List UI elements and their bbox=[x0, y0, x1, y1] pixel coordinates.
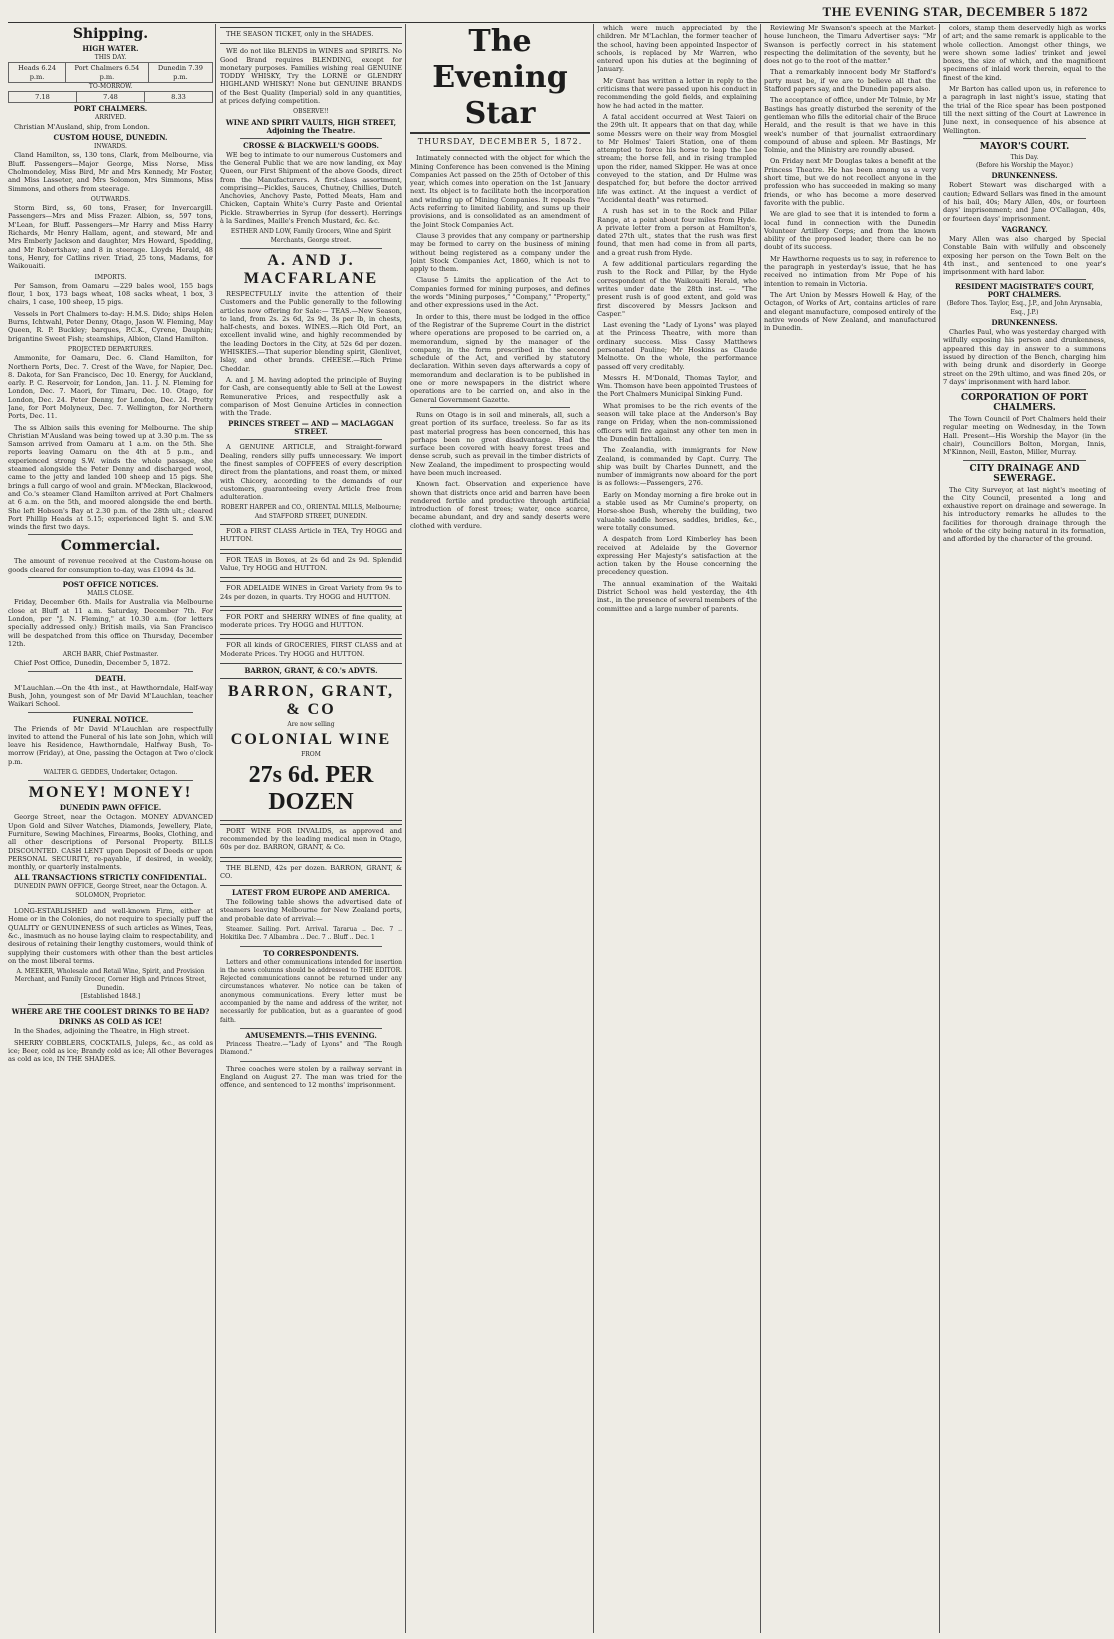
shipping-heading: Shipping. bbox=[72, 26, 149, 42]
meeker-ad-text: LONG-ESTABLISHED and well-known Firm, either at Home or in the Colonies, do not require to specially puff the QUALITY or GENUINENESS of such articles as Wines, Teas, &c., inasmuch as no house laying claim to respectability, and desirous of retaining their lengthy customers, would think of supplying their customers with other than the best articles on the most liberal terms. bbox=[8, 907, 213, 965]
resident-court-heading: RESIDENT MAGISTRATE'S COURT, PORT CHALMERS. bbox=[954, 282, 1095, 300]
custom-house-heading: CUSTOM HOUSE, DUNEDIN. bbox=[53, 133, 168, 143]
separator bbox=[28, 780, 193, 781]
inwards-text: Cland Hamilton, ss, 130 tons, Clark, from Melbourne, via Bluff. Passengers—Major George, Miss Norse, Miss Cholmondeley, Miss Bird, Mr and Mrs Kennedy, Mr Foster, and Miss Lasseter, and Mrs Solomon, Mrs Simmons, Miss Simmons, and others from steerage. bbox=[8, 151, 213, 193]
column-courts bbox=[943, 24, 1106, 1635]
news-paragraph: A fatal accident occurred at West Taieri on the 29th ult. It appears that on that day, while some Messrs were on their way from Mosgiel to Mr Holmes' Taieri Station, one of them attempted to force his horse to leap the Lee stream; the horse fell, and in rising trampled upon the rider, named Skipper. He was at once conveyed to the station, and Dr Hulme was despatched for, but before the doctor arrived life was extinct. At the inquest a verdict of "Accidental death" was returned. bbox=[597, 112, 757, 204]
separator bbox=[28, 577, 193, 578]
esther-low-signature: ESTHER AND LOW, Family Grocers, Wine and Spirit Merchants, George street. bbox=[230, 228, 392, 244]
meeker-signature: A. MEEKER, Wholesale and Retail Wine, Spirit, and Provision Merchant, and Family Grocer, Corner High and Princes Street, Dunedin. bbox=[14, 968, 207, 992]
drunkenness-text: Robert Stewart was discharged with a caution; Edward Sellars was fined in the amount of his bail, 40s; Mary Allen, 40s, or fourteen days' imprisonment; and Jane O'Callagan, 40s, or fourteen days' imprisonment. bbox=[943, 181, 1106, 223]
hogg-ad: FOR ADELAIDE WINES in Great Variety from 9s to 24s per dozen, in quarts. Try HOGG and HUTTON. bbox=[220, 584, 402, 601]
amusements-text: Princess Theatre.—"Lady of Lyons" and "The Rough Diamond." bbox=[220, 1040, 402, 1057]
crosse-text: WE beg to intimate to our numerous Customers and the General Public that we are now landing, ex May Queen, our First Shipment of the above Goods, direct from the Manufacturers. A first-class assortment, comprising—Pickles, Sauces, Chutney, Chillies, Dutch Anchovies, Anchovy Paste, Potted Meats, Ham and Chicken, Captain White's Curry Paste and Oriental Pickle. Strawberries in Syrup (for dessert). Herrings à la Sardines, Maille's French Mustard, &c. &c. bbox=[220, 150, 402, 226]
separator bbox=[240, 1028, 382, 1029]
macfarlane-text: RESPECTFULLY invite the attention of their Customers and the Public generally to the following articles now offering for Sale:— TEAS.—New Season, to land, from 2s. 2s 6d, 2s 9d, 3s per lb, in chests, half-chests, and boxes. WINES.—Rich Old Port, an excellent invalid wine, and highly recommended by the leading Doctors in the City, at 52s 6d per dozen. WHISKIES.—That superior blending spirit, Glenlivet, Islay, and other brands. CHEESE.—Rich Prime Cheddar. bbox=[220, 289, 402, 373]
tomorrow-label: TO-MORROW. bbox=[88, 82, 133, 90]
commercial-heading: Commercial. bbox=[60, 538, 161, 555]
news-paragraph: Messrs H. M'Donald, Thomas Taylor, and Wm. Thomson have been appointed Trustees of the Port Chalmers Municipal Sinking Fund. bbox=[597, 373, 757, 399]
this-day-label: THIS DAY. bbox=[94, 54, 127, 61]
ad-box bbox=[220, 581, 402, 607]
death-text: M'Lauchlan.—On the 4th inst., at Hawthorndale, Half-way Bush, John, youngest son of Mr David M'Lauchlan, teacher Waikari School. bbox=[8, 683, 213, 709]
outwards-text: Storm Bird, ss, 60 tons, Fraser, for Invercargill. Passengers—Mrs and Miss Frazer. Albion, ss, 597 tons, M'Lean, for Bluff. Passengers—Mr Harry and Miss Harry Richards, Mr Henry Hallam, agent, and steward, Mr and Mrs Emberly Jackson and daughter, Mrs Howard, Spedding, and Mr Robertshaw; and 8 in steerage. Lloyds Herald, 48 tons, Henry, for Catlins river. Triad, 25 tons, Madams, for Waikouaiti. bbox=[8, 204, 213, 271]
separator bbox=[430, 407, 570, 408]
crosse-blackwell-heading: CROSSE & BLACKWELL'S GOODS. bbox=[243, 140, 379, 150]
confidential-line: ALL TRANSACTIONS STRICTLY CONFIDENTIAL. bbox=[14, 873, 207, 883]
corporation-text: The Town Council of Port Chalmers held their regular meeting on Wednesday, in the Town Hall. Present—His Worship the Mayor (in the chair), Councillors Bolton, Morgan, Innis, M'Kinnon, Neill, Easton, Miller, Murray. bbox=[943, 415, 1106, 457]
wine-price: 27s 6d. PER DOZEN bbox=[248, 761, 374, 815]
separator bbox=[28, 534, 193, 535]
separator bbox=[963, 460, 1086, 461]
running-title: THE EVENING STAR, DECEMBER 5 1872 bbox=[822, 4, 1088, 19]
separator bbox=[28, 671, 193, 672]
mayors-court-heading: MAYOR'S COURT. bbox=[979, 141, 1070, 152]
local-paragraph: We are glad to see that it is intended to form a local fund in connection with the Dunedin Volunteer Artillery Corps; and from the known ability of the proposed leader, there can be no doubt of its success. bbox=[764, 210, 936, 252]
editorial-paragraph: Runs on Otago is in soil and minerals, all, such a great portion of its surface, treeless. So far as its past material progress has been concerned, this has perhaps been no great disadvantage. Had the surface been covered with heavy forest trees and dense scrub, such as prevail in the timber districts of New Zealand, the impediment to prospecting would have been much increased. bbox=[410, 410, 590, 477]
inwards-label: INWARDS. bbox=[94, 143, 127, 151]
corporation-heading: CORPORATION OF PORT CHALMERS. bbox=[960, 393, 1089, 414]
ad-box bbox=[220, 678, 402, 821]
macfarlane-heading: A. AND J. MACFARLANE bbox=[243, 251, 379, 287]
harper-ad-text: A GENUINE ARTICLE, and Straight-forward Dealing, renders silly puffs unnecessary. We import the finest samples of COFFEES of every description direct from the plantations, and roast them, or mixed with Chicory, according to the demands of our customers, guaranteeing every Article free from adulteration. bbox=[220, 443, 402, 502]
postmaster-signature: ARCH BARR, Chief Postmaster. bbox=[62, 651, 159, 659]
amusements-heading: AMUSEMENTS.—THIS EVENING. bbox=[245, 1030, 377, 1040]
shades-heading: WHERE ARE THE COOLEST DRINKS TO BE HAD? bbox=[11, 1007, 210, 1017]
ad-box bbox=[220, 861, 402, 887]
tide-cell: 7.48 bbox=[77, 92, 145, 103]
arrived-label: ARRIVED. bbox=[95, 114, 126, 122]
pawn-signature: DUNEDIN PAWN OFFICE, George Street, near the Octagon. A. SOLOMON, Proprietor. bbox=[13, 883, 208, 899]
correspondents-heading: TO CORRESPONDENTS. bbox=[263, 948, 359, 958]
drinks-cold-line: DRINKS AS COLD AS ICE! bbox=[58, 1017, 163, 1027]
railway-text: Three coaches were stolen by a railway servant in England on August 27. The man was tried for the offence, and sentenced to 12 months' imprisonment. bbox=[220, 1064, 402, 1090]
column-advertisements bbox=[220, 24, 402, 1635]
commercial-text: The amount of revenue received at the Custom-house on goods cleared for consumption to-day, was £1094 4s 3d. bbox=[8, 557, 213, 574]
separator bbox=[240, 248, 382, 249]
latest-text: The following table shows the advertised date of steamers leaving Melbourne for New Zealand ports, and probable date of arrival:— bbox=[220, 898, 402, 923]
news-paragraph: A few additional particulars regarding the rush to the Rock and Pillar, by the Hyde correspondent of the Waikouaiti Herald, who writes under date the 28th inst. — "The present rush is of good extent, and gold was first discovered by Messrs Jackson and Casper." bbox=[597, 260, 757, 318]
latest-heading: LATEST FROM EUROPE AND AMERICA. bbox=[231, 888, 391, 898]
barron-ads-heading: BARRON, GRANT, & CO.'s ADVTS. bbox=[244, 666, 378, 676]
ad-box bbox=[220, 524, 402, 550]
local-paragraph: That a remarkably innocent body Mr Stafford's party must be, if we are to believe all that the Stafford papers say, and the Dunedin papers also. bbox=[764, 68, 936, 94]
season-ticket-ad: THE SEASON TICKET, only in the SHADES. bbox=[226, 30, 374, 38]
editorial-paragraph: Known fact. Observation and experience have shown that districts once arid and barren have been rendered fertile and productive through artificial introduction of forest trees; water, once scarce, became abundant, and dry and sandy deserts were clothed with verdure. bbox=[410, 480, 590, 530]
local-paragraph: Reviewing Mr Swanson's speech at the Market-house luncheon, the Timaru Advertiser says: "Mr Swanson is perfectly correct in his statement respecting the delimitation of the seventy, but he does not go to the root of the matter." bbox=[764, 24, 936, 66]
from-line: FROM bbox=[301, 751, 321, 759]
colonial-wine-heading: COLONIAL WINE bbox=[230, 731, 392, 749]
imports-label: IMPORTS. bbox=[94, 273, 127, 281]
separator bbox=[28, 1004, 193, 1005]
news-paragraph: which were much appreciated by the children. Mr M'Lachlan, the former teacher of the school, having been appointed Inspector of schools, is replaced by Mr Warren, who entered upon his duties at the beginning of January. bbox=[597, 24, 757, 74]
column-local bbox=[764, 24, 936, 1635]
column-rule bbox=[939, 24, 940, 1633]
tide-table bbox=[8, 91, 213, 103]
tide-table bbox=[8, 62, 213, 83]
hogg-ad: FOR a FIRST CLASS Article in TEA, Try HOGG and HUTTON. bbox=[220, 527, 402, 544]
tide-cell: 7.18 bbox=[9, 92, 77, 103]
tide-cell: 8.33 bbox=[145, 92, 213, 103]
drunkenness-heading: DRUNKENNESS. bbox=[991, 171, 1058, 181]
column-news bbox=[597, 24, 757, 1635]
wine-vaults-heading: WINE AND SPIRIT VAULTS, HIGH STREET, Adjoining the Theatre. bbox=[225, 117, 397, 135]
separator bbox=[963, 389, 1086, 390]
now-selling-line: Are now selling bbox=[287, 721, 335, 729]
projected-text: Ammonite, for Oamaru, Dec. 6. Cland Hamilton, for Northern Ports, Dec. 7. Crest of the Wave, for Napier, Dec. 8. Dakota, for San Francisco, Dec 10. Energy, for Auckland, early. P. C. Reservoir, for London, Jan. 11. J. N. Fleming for London, Dec. 7. Maori, for Timaru, Dec. 10. Otago, for London, Dec. 24. Peter Denny, for London, Dec. 24. Pretty Jane, for Port Molyneux, Dec. 7. Wellington, for Northern Ports, Dec. 11. bbox=[8, 354, 213, 421]
tide-cell: Dunedin 7.39 p.m. bbox=[148, 63, 212, 83]
hogg-ad: FOR PORT and SHERRY WINES of fine quality, at moderate prices. Try HOGG and HUTTON. bbox=[220, 612, 402, 630]
steamer-table: Steamer. Sailing. Port. Arrival. Tararua .. Dec. 7 .. Hokitika Dec. 7 Albambra .. Dec. 7 .. Bluff .. Dec. 1 bbox=[220, 926, 402, 942]
sherry-ad: SHERRY COBBLERS, COCKTAILS, Juleps, &c., as cold as ice; Beer, cold as ice; Brandy cold as ice; All other Beverages as cold as ice, IN THE SHADES. bbox=[8, 1038, 213, 1064]
observe-line: OBSERVE!! bbox=[293, 108, 329, 116]
vessels-text: Vessels in Port Chalmers to-day: H.M.S. Dido; ships Helen Burns, Ichtwahl, Peter Denny, Otago, Jason W. Fleming, May Queen, R. P. Buckley; barques, P.C.K., Cyrene, Dauphin; brigantine Sweet Fish; steamships, Albion, Cland Hamilton. bbox=[8, 309, 213, 343]
before-mayor-line: (Before his Worship the Mayor.) bbox=[976, 162, 1073, 170]
separator bbox=[240, 439, 382, 440]
shipping-paragraph: The ss Albion sails this evening for Melbourne. The ship Christian M'Ausland was being towed up at 3.30 p.m. The ss Samson arrived from Oamaru at 1 a.m. on the 5th. She reports leaving Oamaru on the 4th at 5 p.m., and experienced strong S.W. winds the whole passage, she steamed alongside the Peter Denny and discharged wool, came to the jetty and landed 100 sheep and 15 pigs. She brings a full cargo of wool and grain. M'Meckan, Blackwood, and Co.'s steamer Cland Hamilton arrived at Port Chalmers at 6 a.m. on the 5th, and moored alongside the end berth. She left Hobson's Bay at 2.30 p.m. of the 28th ult.; cleared Port Phillip Heads at 5.15; experienced light S. and S.W. winds the first two days. bbox=[8, 423, 213, 532]
port-invalids-ad: PORT WINE FOR INVALIDS, as approved and recommended by the leading medical men in Otago, 60s per doz. BARRON, GRANT, & Co. bbox=[220, 826, 402, 852]
macfarlane-genuine-text: A. and J. M. having adopted the principle of Buying for Cash, are consequently able to Sell at the Lowest Remunerative Prices, and respectfully ask a comparison of Most Genuine Articles in connection with the Trade. bbox=[220, 375, 402, 418]
ad-box bbox=[220, 553, 402, 579]
editorial-paragraph: In order to this, there must be lodged in the office of the Registrar of the Supreme Court in the district where operations are proposed to be carried on, a memorandum, signed by the manager of the company, in the form prescribed in the second schedule of the Act, and verified by statutory declaration. Within seven days afterwards a copy of memorandum and declaration is to be published in one or more newspapers in the district where operations are to be carried on, and also in the General Government Gazette. bbox=[410, 312, 590, 404]
local-paragraph: Mr Hawthorne requests us to say, in reference to the paragraph in yesterday's issue, that he has received no intimation from Mr Pope of his intention to remain in Victoria. bbox=[764, 254, 936, 288]
undertaker-signature: WALTER G. GEDDES, Undertaker, Octagon. bbox=[43, 769, 178, 777]
column-rule bbox=[405, 24, 406, 1633]
news-paragraph: A rush has set in to the Rock and Pillar Range, at a point about four miles from Hyde. A private letter from a person at Hamilton's, dated 27th ult., states that the rush was first found, that men had come in from all parts, and a great rush from Hyde. bbox=[597, 207, 757, 257]
ad-box bbox=[220, 638, 402, 664]
blend-tea-ad: THE BLEND, 42s per dozen. BARRON, GRANT, & CO. bbox=[220, 863, 402, 880]
separator bbox=[963, 138, 1086, 139]
court-paragraph: colors, stamp them deservedly high as works of art; and the same remark is applicable to the whole collection. Amongst other things, we were shown some ladies' trinket and jewel boxes, the size of which, and the magnificent specimens of inlaid work therein, equal to the finest of the kind. bbox=[943, 24, 1106, 82]
funeral-text: The Friends of Mr David M'Lauchlan are respectfully invited to attend the Funeral of his late son John, which will leave his Residence, Hawthorndale, Halfway Bush, To-morrow (Friday), at One, passing the Octagon at Two o'clock p.m. bbox=[8, 724, 213, 766]
vagrancy-heading: VAGRANCY. bbox=[1001, 224, 1048, 234]
mails-text: Friday, December 6th. Mails for Australia via Melbourne close at Bluff at 11 a.m. Saturday, December 7th. For London, per "J. N. Fleming," at 10.30 a.m. (for letters specially addressed only.) British mails, via San Francisco will be despatched from this office on Thursday, December 12th. bbox=[8, 598, 213, 648]
before-rm-line: (Before Thos. Taylor, Esq., J.P., and John Arynsabia, Esq., J.P.) bbox=[946, 300, 1103, 316]
separator bbox=[430, 150, 570, 151]
editorial-paragraph: Clause 3 provides that any company or partnership may be formed to carry on the business of mining without being registered as a company under the Joint Stock Companies Act, 1860, which is not to apply to them. bbox=[410, 231, 590, 274]
blends-ad-text: WE do not like BLENDS in WINES and SPIRITS. No Good Brand requires BLENDING, except for monetary purposes. Families wishing real GENUINE TODDY WHISKY, Try the LORNE or GLENDRY HIGHLAND WHISKY! None but GENUINE BRANDS of the Best Quality (Imperial) sold in any quantities, at prices defying competition. bbox=[220, 47, 402, 106]
imports-text: Per Samson, from Oamaru —229 bales wool, 155 bags flour, 1 box, 173 bags wheat, 108 sacks wheat, 1 box, 3 chairs, 1 case, 100 sheep, 15 pigs. bbox=[8, 281, 213, 307]
separator bbox=[240, 1061, 382, 1062]
drainage-text: The City Surveyor, at last night's meeting of the City Council, presented a long and exhaustive report on drainage and sewerage. In his introductory remarks he alludes to the facilities for thorough drainage through the whole of the city being natural in its formation, and afforded by the character of the ground. bbox=[943, 485, 1106, 544]
separator bbox=[28, 712, 193, 713]
local-paragraph: On Friday next Mr Douglas takes a benefit at the Princess Theatre. He has been among us a very short time, but we do not recollect anyone in the profession who has succeeded in making so many friends, or who has become a more deserved favorite with the public. bbox=[764, 157, 936, 207]
news-paragraph: Early on Monday morning a fire broke out in a stable used as Mr Cumine's property, on Horse-shoe Bush, whereby the building, two valuable saddle horses, saddles, bridles, &c., were totally consumed. bbox=[597, 490, 757, 532]
ad-box bbox=[220, 610, 402, 636]
death-heading: DEATH. bbox=[95, 673, 126, 683]
tide-cell: Port Chalmers 6.54 p.m. bbox=[66, 63, 149, 83]
vagrancy-text: Mary Allen was also charged by Special Constable Bain with wilfully and obscenely exposing her person on the Town Belt on the 4th inst., and sentenced to one year's imprisonment with hard labor. bbox=[943, 234, 1106, 277]
money-ad-heading: MONEY! MONEY! bbox=[28, 784, 193, 802]
high-water-heading: HIGH WATER. bbox=[82, 44, 139, 53]
post-office-date: Chief Post Office, Dunedin, December 5, 1872. bbox=[14, 659, 171, 668]
dateline: THURSDAY, DECEMBER 5, 1872. bbox=[417, 137, 583, 146]
masthead bbox=[8, 0, 1106, 23]
correspondents-text: Letters and other communications intended for insertion in the news columns should be addressed to THE EDITOR. Rejected communications cannot be returned under any circumstances whatever. No notice can be taken of anonymous communications. Every letter must be accompanied by the name and address of the writer, not necessarily for publication, but as a guarantee of good faith. bbox=[220, 958, 402, 1024]
news-paragraph: What promises to be the rich events of the season will take place at the Anderson's Bay range on Friday, when the non-commissioned officers will fire against any other ten men in the Dunedin battalion. bbox=[597, 401, 757, 443]
editorial-paragraph: Intimately connected with the object for which the Mining Conference has been convened is the Mining Companies Act passed on the 25th of October of this year, which comes into operation on the 1st January next. Its object is to facilitate both the incorporation and winding up of Mining Companies. It repeals five Acts referring to limited liability, and sums up their provisions, and is consolidated as an amendment of the Joint Stock Companies Act. bbox=[410, 154, 590, 229]
editorial-paragraph: Clause 5 Limits the application of the Act to Companies formed for mining purposes, and defines the words "Mining purposes," "Company," "Property," and other expressions used in the Act. bbox=[410, 276, 590, 310]
drunkenness-text: Charles Paul, who was yesterday charged with wilfully exposing his person and drunkenness, appeared this day in answer to a summons issued by direction of the Bench, charging him with being drunk and disorderly in George street on the 29th ultimo, and was fined 20s, or 7 days' imprisonment with hard labor. bbox=[943, 328, 1106, 386]
tide-cell: Heads 6.24 p.m. bbox=[9, 63, 66, 83]
local-paragraph: The Art Union by Messrs Howell & Hay, of the Octagon, of Works of Art, contains articles of rare and elegant manufacture, composed entirely of the native woods of New Zealand, and manufactured in Dunedin. bbox=[764, 290, 936, 333]
barron-grant-heading: BARRON, GRANT, & CO bbox=[228, 683, 394, 719]
ad-box bbox=[220, 27, 402, 44]
shades-text: In the Shades, adjoining the Theatre, in High street. bbox=[14, 1027, 190, 1036]
this-day-label: This Day. bbox=[1010, 153, 1039, 161]
funeral-heading: FUNERAL NOTICE. bbox=[72, 714, 149, 724]
local-paragraph: The acceptance of office, under Mr Tolmie, by Mr Bastings has greatly disturbed the serenity of the gentleman who fills the editorial chair of the Bruce Herald, and the result is that we have in this week's number of that journalist extraordinary compound of abuse and spleen. Mr Bastings, Mr Tolmie, and the Ministry are roundly abused. bbox=[764, 96, 936, 155]
arrived-text: Christian M'Ausland, ship, from London. bbox=[14, 122, 150, 131]
news-paragraph: Mr Grant has written a letter in reply to the criticisms that were passed upon his conduct in recommending the gold fields, and explaining how he had acted in the matter. bbox=[597, 76, 757, 110]
post-office-heading: POST OFFICE NOTICES. bbox=[62, 580, 159, 590]
harper-signature: ROBERT HARPER and CO., ORIENTAL MILLS, Melbourne; And STAFFORD STREET, DUNEDIN. bbox=[220, 504, 402, 520]
drainage-heading: CITY DRAINAGE AND SEWERAGE. bbox=[969, 463, 1080, 484]
separator bbox=[28, 903, 193, 904]
news-paragraph: The Zealandia, with immigrants for New Zealand, is commanded by Capt. Curry. The ship was built by Charles Dunnett, and the number of immigrants now aboard for the port is as follows:—Passengers, 276. bbox=[597, 446, 757, 488]
column-rule bbox=[215, 24, 216, 1633]
news-paragraph: Last evening the "Lady of Lyons" was played at the Princess Theatre, with more than ordinary success. Miss Cassy Matthews personated Pauline; Mr Hoskins as Claude Melnotte. On the whole, the performance passed off very creditably. bbox=[597, 321, 757, 371]
pawn-office-heading: DUNEDIN PAWN OFFICE. bbox=[59, 803, 162, 813]
column-rule bbox=[593, 24, 594, 1633]
hogg-ad: FOR all kinds of GROCERIES, FIRST CLASS and at Moderate Prices. Try HOGG and HUTTON. bbox=[220, 641, 402, 658]
news-paragraph: The annual examination of the Waitaki District School was held yesterday, the 4th inst., in the presence of several members of the committee and a large number of parents. bbox=[597, 579, 757, 613]
hogg-ad: FOR TEAS in Boxes, at 2s 6d and 2s 9d. Splendid Value, Try HOGG and HUTTON. bbox=[220, 555, 402, 572]
separator bbox=[240, 946, 382, 947]
column-shipping bbox=[8, 24, 213, 1635]
paper-title: The Evening Star bbox=[410, 24, 590, 134]
separator bbox=[963, 279, 1086, 280]
drunkenness-heading: DRUNKENNESS. bbox=[991, 318, 1058, 328]
port-chalmers-heading: PORT CHALMERS. bbox=[73, 104, 148, 114]
established-line: [Established 1848.] bbox=[80, 993, 141, 1001]
pawn-text: George Street, near the Octagon. MONEY ADVANCED Upon Gold and Silver Watches, Diamonds, Jewellery, Plate, Furniture, Sewing Machines, Firearms, Books, Clothing, and all other descriptions of Personal Property. BILLS DISCOUNTED. CASH LENT upon Deposit of Deeds or upon PERSONAL SECURITY, re-payable, if desired, in weekly, monthly, or quarterly instalments. bbox=[8, 813, 213, 872]
outwards-label: OUTWARDS. bbox=[90, 195, 131, 203]
ad-box bbox=[220, 824, 402, 858]
separator bbox=[240, 138, 382, 139]
news-paragraph: A despatch from Lord Kimberley has been received at Adelaide by the Governor expressing Her Majesty's satisfaction at the action taken by the House concerning the precedency question. bbox=[597, 535, 757, 577]
column-editorial bbox=[410, 24, 590, 1635]
projected-label: PROJECTED DEPARTURES. bbox=[67, 345, 154, 353]
court-paragraph: Mr Barton has called upon us, in reference to a paragraph in last night's issue, stating that the trial of the Rice spear has been postponed till the next sitting of the Court at Lawrence in June next, in consequence of his absence at Wellington. bbox=[943, 85, 1106, 135]
column-rule bbox=[760, 24, 761, 1633]
mails-close-label: MAILS CLOSE. bbox=[87, 590, 134, 598]
princes-street-heading: PRINCES STREET — AND — MACLAGGAN STREET. bbox=[228, 419, 394, 437]
